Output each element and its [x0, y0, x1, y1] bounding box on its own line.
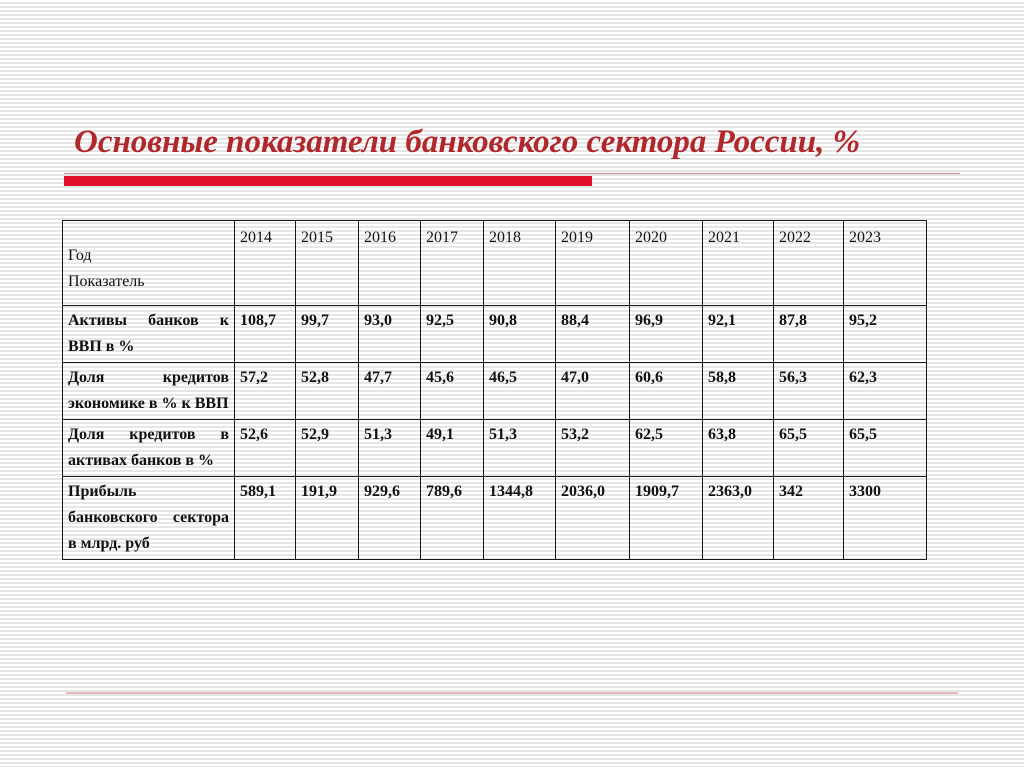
row-label: Доля кредитов в активах банков в % [63, 420, 235, 477]
table-cell: 789,6 [421, 477, 484, 560]
year-header: 2023 [844, 221, 927, 306]
year-header: 2015 [296, 221, 359, 306]
table-cell: 96,9 [630, 306, 703, 363]
table-cell: 63,8 [703, 420, 774, 477]
year-header: 2016 [359, 221, 421, 306]
table-cell: 2363,0 [703, 477, 774, 560]
table-row [63, 363, 927, 420]
table-cell: 1344,8 [484, 477, 556, 560]
year-header: 2022 [774, 221, 844, 306]
table-cell: 65,5 [774, 420, 844, 477]
header-corner-cell [63, 221, 235, 306]
table-cell: 62,3 [844, 363, 927, 420]
year-header: 2021 [703, 221, 774, 306]
table-cell: 92,1 [703, 306, 774, 363]
table-cell: 929,6 [359, 477, 421, 560]
table-cell: 51,3 [484, 420, 556, 477]
table-cell: 57,2 [235, 363, 296, 420]
table-cell: 47,0 [556, 363, 630, 420]
slide-title: Основные показатели банковского сектора России, % [74, 124, 861, 160]
header-year-label: Год [68, 247, 92, 264]
table-cell: 92,5 [421, 306, 484, 363]
table-row [63, 420, 927, 477]
table-cell: 88,4 [556, 306, 630, 363]
table-cell: 108,7 [235, 306, 296, 363]
table-cell: 95,2 [844, 306, 927, 363]
table-cell: 62,5 [630, 420, 703, 477]
table-cell: 58,8 [703, 363, 774, 420]
table-row [63, 477, 927, 560]
table-cell: 52,6 [235, 420, 296, 477]
table-cell: 65,5 [844, 420, 927, 477]
table-cell: 45,6 [421, 363, 484, 420]
table-cell: 46,5 [484, 363, 556, 420]
table-cell: 52,9 [296, 420, 359, 477]
table-cell: 52,8 [296, 363, 359, 420]
table-cell: 2036,0 [556, 477, 630, 560]
header-row [63, 221, 927, 306]
year-header: 2017 [421, 221, 484, 306]
table-cell: 87,8 [774, 306, 844, 363]
row-label: Активы банков к ВВП в % [63, 306, 235, 363]
year-header: 2019 [556, 221, 630, 306]
year-header: 2014 [235, 221, 296, 306]
table-cell: 47,7 [359, 363, 421, 420]
table-cell: 51,3 [359, 420, 421, 477]
table-cell: 60,6 [630, 363, 703, 420]
table-cell: 589,1 [235, 477, 296, 560]
table-cell: 53,2 [556, 420, 630, 477]
banking-indicators-table [62, 220, 927, 560]
table-cell: 342 [774, 477, 844, 560]
table-cell: 191,9 [296, 477, 359, 560]
header-indicator-label: Показатель [68, 273, 145, 290]
table-cell: 49,1 [421, 420, 484, 477]
row-label: Доля кредитов экономике в % к ВВП [63, 363, 235, 420]
year-header: 2018 [484, 221, 556, 306]
title-underline-thin [64, 173, 960, 174]
table-cell: 93,0 [359, 306, 421, 363]
footer-divider [66, 692, 958, 694]
table-cell: 3300 [844, 477, 927, 560]
table-cell: 56,3 [774, 363, 844, 420]
table-cell: 99,7 [296, 306, 359, 363]
row-label: Прибыль банковского сектора в млрд. руб [63, 477, 235, 560]
table-cell: 1909,7 [630, 477, 703, 560]
table-cell: 90,8 [484, 306, 556, 363]
title-underline-accent [64, 176, 592, 186]
table-row [63, 306, 927, 363]
year-header: 2020 [630, 221, 703, 306]
